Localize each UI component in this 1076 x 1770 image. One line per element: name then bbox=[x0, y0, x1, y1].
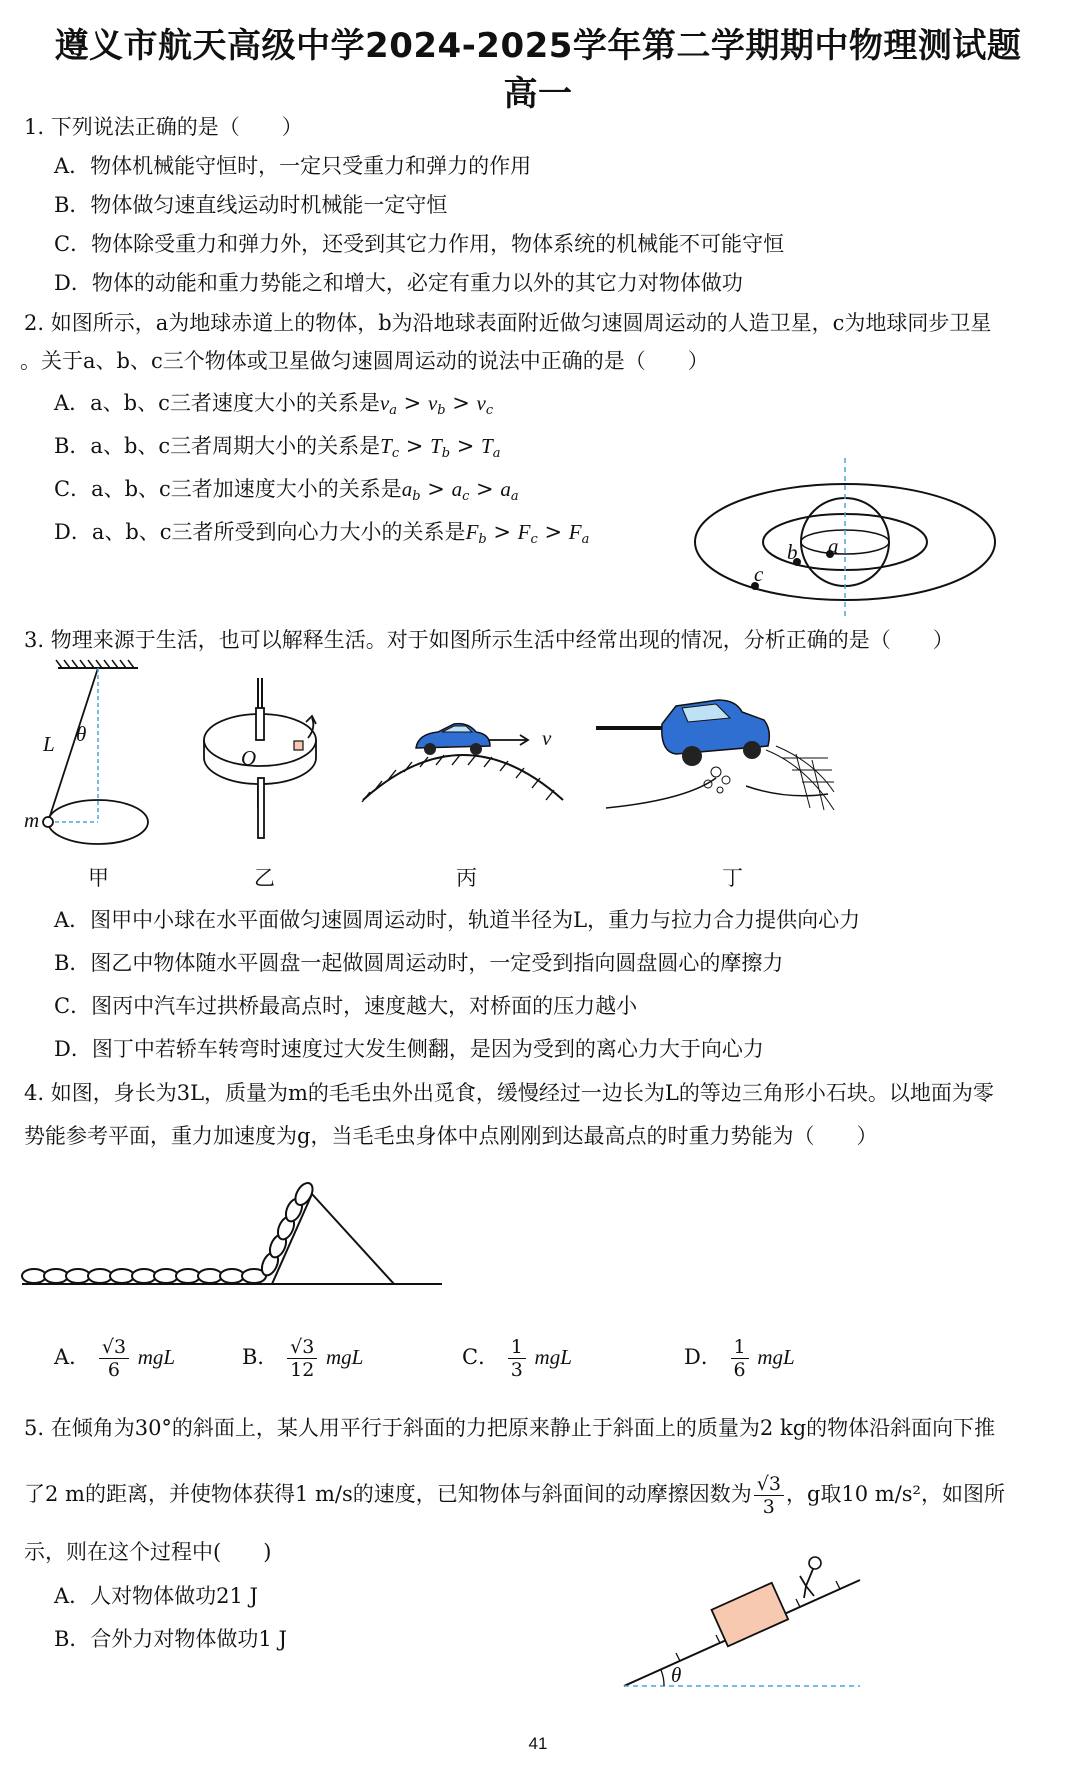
q4-stem-line2: 势能参考平面，重力加速度为g，当毛毛虫身体中点刚刚到达最高点的时重力势能为（ ） bbox=[24, 1124, 878, 1148]
q4-option-b bbox=[242, 1336, 363, 1381]
q4-option-d bbox=[684, 1336, 795, 1381]
q5-mu-fraction bbox=[754, 1473, 784, 1518]
q2-stem-line2: 。关于a、b、c三个物体或卫星做匀速圆周运动的说法中正确的是（ ） bbox=[20, 349, 709, 373]
q4-option-a-num: √3 bbox=[99, 1336, 129, 1359]
q5-option-a: A．人对物体做功21 J bbox=[54, 1584, 258, 1608]
q3-caption-jia: 甲 bbox=[88, 866, 109, 890]
q1-option-d: D．物体的动能和重力势能之和增大，必定有重力以外的其它力对物体做功 bbox=[54, 271, 743, 295]
q5-stem-line2-pre: 了2 m的距离，并使物体获得1 m/s的速度，已知物体与斜面间的动摩擦因数为 bbox=[24, 1482, 752, 1506]
q5-stem-line1: 5. 在倾角为30°的斜面上，某人用平行于斜面的力把原来静止于斜面上的质量为2 kg的物体沿斜面向下推 bbox=[24, 1416, 996, 1440]
q4-option-a bbox=[54, 1336, 175, 1381]
q2-option-b-text: B．a、b、c三者周期大小的关系是 bbox=[54, 434, 381, 458]
q3-option-d: D．图丁中若轿车转弯时速度过大发生侧翻，是因为受到的离心力大于向心力 bbox=[54, 1037, 764, 1061]
q2-option-a: A．a、b、c三者速度大小的关系是$v_a > v_b > v_c$ bbox=[54, 391, 494, 418]
q4-option-c bbox=[462, 1336, 572, 1381]
q4-option-c-tail: mgL bbox=[534, 1345, 572, 1369]
q3-label-v: v bbox=[542, 726, 552, 750]
q2-option-a-text: A．a、b、c三者速度大小的关系是 bbox=[54, 391, 380, 415]
q4-option-d-num: 1 bbox=[731, 1336, 749, 1359]
q4-option-b-den: 12 bbox=[290, 1359, 315, 1381]
q4-option-b-tail: mgL bbox=[326, 1345, 364, 1369]
q3-label-O: O bbox=[241, 746, 257, 770]
q2-option-d-text: D．a、b、c三者所受到向心力大小的关系是 bbox=[54, 520, 466, 544]
q2-option-c: C．a、b、c三者加速度大小的关系是$a_b > a_c > a_a$ bbox=[54, 477, 519, 504]
q5-mu-num: √3 bbox=[754, 1473, 784, 1496]
q3-caption-ding: 丁 bbox=[722, 866, 743, 890]
q2-stem-line1: 2. 如图所示，a为地球赤道上的物体，b为沿地球表面附近做匀速圆周运动的人造卫星，c为地球同步卫星 bbox=[24, 311, 992, 335]
q3-option-b: B．图乙中物体随水平圆盘一起做圆周运动时，一定受到指向圆盘圆心的摩擦力 bbox=[54, 951, 784, 975]
exam-grade: 高一 bbox=[503, 74, 573, 114]
q4-option-a-label: A． bbox=[54, 1345, 91, 1369]
q4-option-a-tail: mgL bbox=[137, 1345, 176, 1369]
q5-stem-line2-post: ，g取10 m/s²，如图所 bbox=[785, 1482, 1005, 1506]
q5-incline-figure bbox=[620, 1554, 870, 1694]
q3-option-c: C．图丙中汽车过拱桥最高点时，速度越大，对桥面的压力越小 bbox=[54, 994, 638, 1018]
q5-stem-line2 bbox=[24, 1470, 1005, 1518]
q4-option-d-label: D． bbox=[684, 1345, 722, 1369]
q3-caption-yi: 乙 bbox=[254, 866, 275, 890]
q4-option-d-tail: mgL bbox=[757, 1345, 795, 1369]
q4-option-c-fraction bbox=[508, 1336, 526, 1381]
q3-caption-bing: 丙 bbox=[456, 866, 477, 890]
q1-stem: 1. 下列说法正确的是（ ） bbox=[24, 115, 303, 139]
q1-option-b: B．物体做匀速直线运动时机械能一定守恒 bbox=[54, 193, 448, 217]
q4-option-a-fraction bbox=[99, 1336, 129, 1381]
q3-stem: 3. 物理来源于生活，也可以解释生活。对于如图所示生活中经常出现的情况，分析正确的是（ ） bbox=[24, 628, 954, 652]
q3-figure-bing-bridge bbox=[358, 718, 568, 808]
q2-label-a: a bbox=[828, 534, 839, 558]
q4-option-b-fraction bbox=[287, 1336, 317, 1381]
q1-option-a: A．物体机械能守恒时，一定只受重力和弹力的作用 bbox=[54, 154, 532, 178]
q2-option-b: B．a、b、c三者周期大小的关系是$T_c > T_b > T_a$ bbox=[54, 434, 501, 461]
q4-stem-line1: 4. 如图，身长为3L，质量为m的毛毛虫外出觅食，缓慢经过一边长为L的等边三角形小石块。以地面为零 bbox=[24, 1081, 994, 1105]
q4-option-d-fraction bbox=[731, 1336, 749, 1381]
q2-label-c: c bbox=[754, 562, 764, 586]
q1-option-c: C．物体除受重力和弹力外，还受到其它力作用，物体系统的机械能不可能守恒 bbox=[54, 232, 785, 256]
q4-option-a-den: 6 bbox=[107, 1359, 120, 1381]
q2-option-d: D．a、b、c三者所受到向心力大小的关系是$F_b > F_c > F_a$ bbox=[54, 520, 590, 547]
q5-label-theta: θ bbox=[671, 1663, 682, 1687]
q4-option-b-label: B． bbox=[242, 1345, 279, 1369]
q4-option-c-num: 1 bbox=[508, 1336, 526, 1359]
q5-stem-line3: 示，则在这个过程中( ) bbox=[24, 1540, 272, 1564]
q5-option-b: B．合外力对物体做功1 J bbox=[54, 1627, 287, 1651]
q3-figure-yi-disk bbox=[200, 678, 340, 838]
q3-label-L: L bbox=[43, 732, 55, 756]
q4-option-c-label: C． bbox=[462, 1345, 500, 1369]
q4-option-b-num: √3 bbox=[287, 1336, 317, 1359]
q3-figure-ding-rollover bbox=[596, 690, 836, 820]
q3-figure-jia-pendulum bbox=[20, 660, 160, 850]
q2-label-b: b bbox=[787, 540, 798, 564]
page-number: 41 bbox=[528, 1734, 548, 1753]
q5-mu-den: 3 bbox=[762, 1496, 775, 1518]
q2-option-c-text: C．a、b、c三者加速度大小的关系是 bbox=[54, 477, 402, 501]
q4-option-c-den: 3 bbox=[510, 1359, 523, 1381]
exam-title: 遵义市航天高级中学2024-2025学年第二学期期中物理测试题 bbox=[54, 26, 1022, 66]
q3-label-m: m bbox=[24, 808, 40, 832]
q3-label-theta: θ bbox=[76, 722, 87, 746]
q3-option-a: A．图甲中小球在水平面做匀速圆周运动时，轨道半径为L，重力与拉力合力提供向心力 bbox=[54, 908, 861, 932]
q4-caterpillar-figure bbox=[22, 1180, 442, 1290]
q4-option-d-den: 6 bbox=[733, 1359, 746, 1381]
